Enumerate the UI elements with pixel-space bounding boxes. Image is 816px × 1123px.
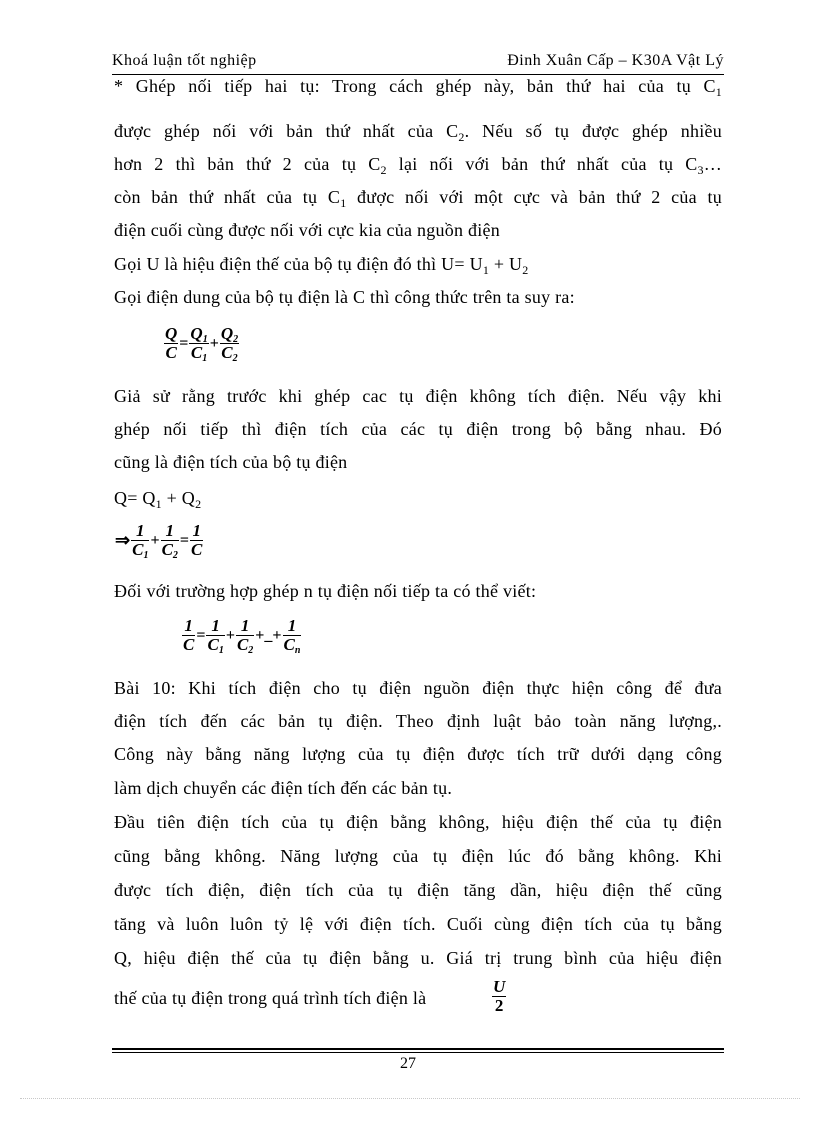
paragraph-line-3: hơn 2 thì bản thứ 2 của tụ $C_2$ lại nối với bản thứ nhất của tụ $C_3\dots$ xyxy=(114,154,722,177)
footer-rule-thin xyxy=(112,1052,724,1053)
paragraph-line-14: điện tích đến các bản tụ điện. Theo định luật bảo toàn năng lượng,. xyxy=(114,711,722,731)
equation-series-charge: $\frac{Q}{C}$ = $\frac{Q1}{C1}$ + $\frac{Q2}{C2}$ xyxy=(165,324,239,364)
paragraph-line-12: Đối với trường hợp ghép n tụ điện nối tiếp ta có thể viết: xyxy=(114,581,537,601)
paragraph-line-9: ghép nối tiếp thì điện tích của các tụ điện trong bộ bằng nhau. Đó xyxy=(114,419,722,439)
paragraph-line-4: còn bản thứ nhất của tụ $C_1$ được nối với một cực và bản thứ 2 của tụ xyxy=(114,187,722,210)
paragraph-line-13: Bài 10: Khi tích điện cho tụ điện nguồn điện thực hiện công để đưa xyxy=(114,678,722,698)
paragraph-line-15: Công này bằng năng lượng của tụ điện được tích trữ dưới dạng công xyxy=(114,744,722,764)
equation-series-capacitance-n: $\frac{1}{C}$ = $\frac{1}{C1}$ + $\frac{1}{C2}$ +_+ $\frac{1}{Cn}$ xyxy=(183,616,301,656)
paragraph-line-17: Đầu tiên điện tích của tụ điện bằng không, hiệu điện thế của tụ điện xyxy=(114,812,722,832)
paragraph-line-2: được ghép nối với bản thứ nhất của $C_2$. Nếu số tụ được ghép nhiều xyxy=(114,121,722,144)
paragraph-line-10: cũng là điện tích của bộ tụ điện xyxy=(114,452,348,472)
page-number: 27 xyxy=(400,1055,416,1072)
paragraph-line-8: Giả sử rằng trước khi ghép cac tụ điện không tích điện. Nếu vậy khi xyxy=(114,386,722,406)
paragraph-line-20: tăng và luôn luôn tỷ lệ với điện tích. Cuối cùng điện tích của tụ bằng xyxy=(114,914,722,934)
paragraph-line-21: Q, hiệu điện thế của tụ điện bằng u. Giá trị trung bình của hiệu điện xyxy=(114,948,722,968)
paragraph-line-18: cũng bằng không. Năng lượng của tụ điện lúc đó bằng không. Khi xyxy=(114,846,722,866)
paragraph-line-7: Gọi điện dung của bộ tụ điện là C thì công thức trên ta suy ra: xyxy=(114,287,575,307)
equation-series-capacitance-two: ⇒ $\frac{1}{C1}$ + $\frac{1}{C2}$ = $\frac{1}{C}$ xyxy=(115,521,203,561)
paragraph-line-5: điện cuối cùng được nối với cực kia của nguồn điện xyxy=(114,220,500,240)
header-thesis-title: Khoá luận tốt nghiệp xyxy=(112,52,257,69)
page-bottom-dotted-line xyxy=(20,1098,800,1099)
page-header xyxy=(112,52,724,74)
equation-mean-voltage: $\frac{U}{2}$ xyxy=(493,977,506,1015)
paragraph-line-11: $Q= Q_1 + Q_2$ xyxy=(114,488,202,511)
paragraph-line-16: làm dịch chuyển các điện tích đến các bản tụ. xyxy=(114,778,453,798)
paragraph-line-1: * Ghép nối tiếp hai tụ: Trong cách ghép này, bản thứ hai của tụ $C_1$ xyxy=(114,76,722,99)
footer-rule-thick xyxy=(112,1048,724,1050)
header-author: Đinh Xuân Cấp – K30A Vật Lý xyxy=(507,52,724,69)
paragraph-line-6: Gọi U là hiệu điện thế của bộ tụ điện đó thì $U= U_1 + U_2$ xyxy=(114,254,529,277)
paragraph-line-22: thế của tụ điện trong quá trình tích điện là xyxy=(114,988,427,1008)
paragraph-line-19: được tích điện, điện tích của tụ điện tăng dần, hiệu điện thế cũng xyxy=(114,880,722,900)
